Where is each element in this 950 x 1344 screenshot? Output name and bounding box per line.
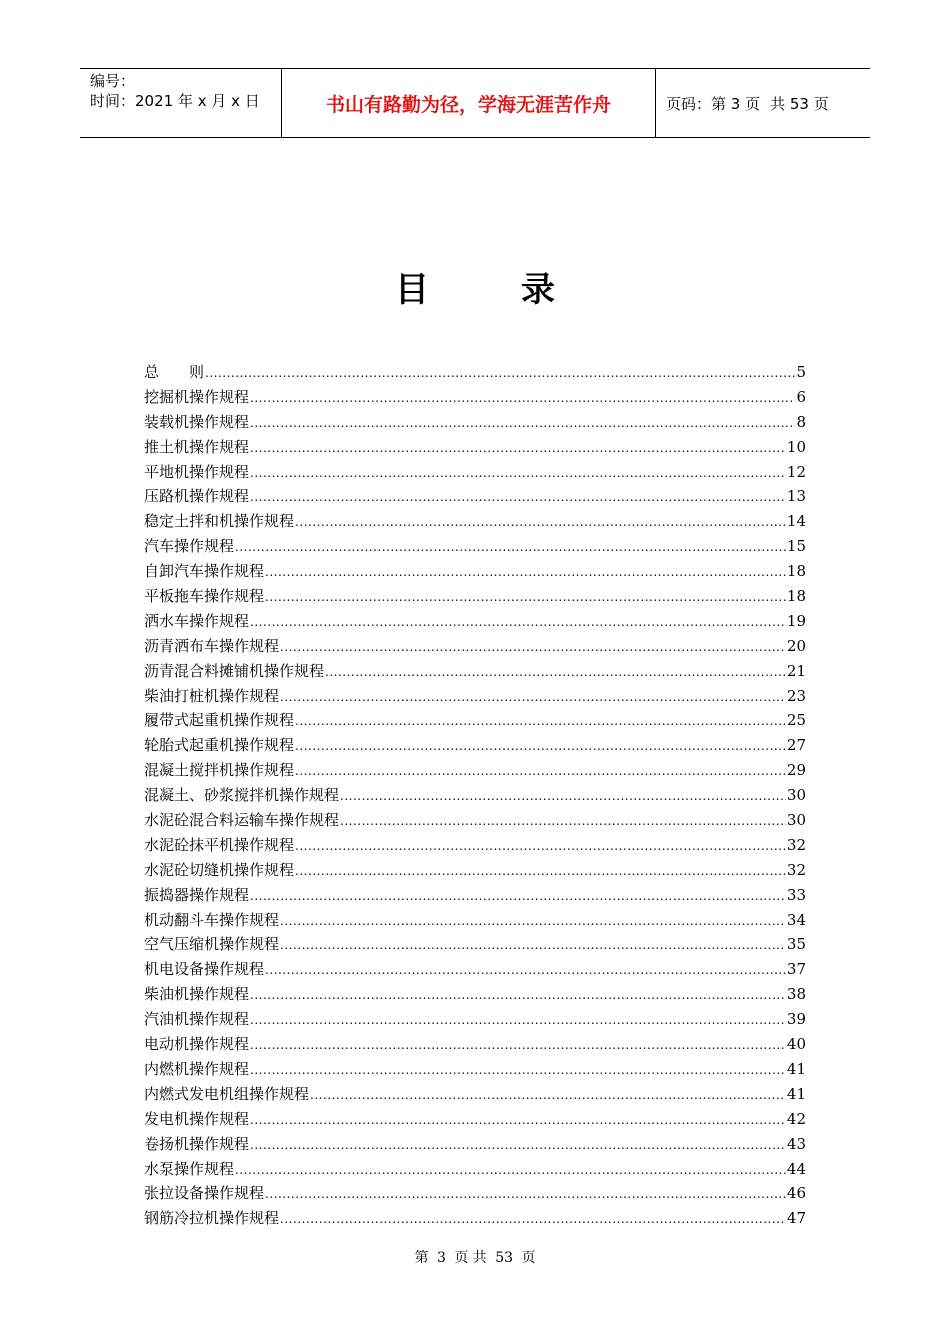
toc-leader-dots: [250, 884, 786, 909]
toc-entry-label: 张拉设备操作规程: [144, 1184, 265, 1203]
footer-page: 3: [436, 1250, 446, 1266]
toc-entry-page: 34: [786, 910, 806, 929]
toc-entry-label: 柴油机操作规程: [144, 985, 250, 1004]
toc-entry-label: 内燃式发电机组操作规程: [144, 1084, 310, 1103]
toc-entry[interactable]: [144, 684, 806, 709]
toc-entry[interactable]: [144, 385, 806, 410]
toc-entry-label: 卷扬机操作规程: [144, 1134, 250, 1153]
toc-entry-label: 平板拖车操作规程: [144, 587, 265, 606]
toc-entry[interactable]: [144, 783, 806, 808]
table-of-contents: [144, 360, 806, 1231]
toc-entry-page: 42: [786, 1109, 806, 1128]
toc-leader-dots: [295, 734, 786, 759]
toc-entry[interactable]: [144, 634, 806, 659]
header-info: [80, 69, 282, 137]
toc-entry-page: 38: [786, 985, 806, 1004]
toc-entry-label: 压路机操作规程: [144, 487, 250, 506]
toc-entry-label: 水泥砼抹平机操作规程: [144, 835, 295, 854]
toc-leader-dots: [295, 834, 786, 859]
toc-entry[interactable]: [144, 534, 806, 559]
toc-leader-dots: [340, 784, 786, 809]
toc-entry[interactable]: [144, 1181, 806, 1206]
toc-leader-dots: [295, 709, 786, 734]
toc-entry[interactable]: [144, 1082, 806, 1107]
toc-entry-page: 39: [786, 1010, 806, 1029]
toc-entry-label: 沥青混合料摊铺机操作规程: [144, 661, 325, 680]
toc-entry-label: 振捣器操作规程: [144, 885, 250, 904]
toc-leader-dots: [295, 510, 786, 535]
toc-leader-dots: [280, 635, 786, 660]
toc-entry[interactable]: [144, 858, 806, 883]
toc-entry-page: 29: [786, 761, 806, 780]
toc-entry-page: 6: [796, 387, 806, 406]
toc-entry[interactable]: [144, 584, 806, 609]
toc-entry-label: 总 则: [144, 363, 205, 381]
toc-entry-label: 履带式起重机操作规程: [144, 711, 295, 730]
toc-entry[interactable]: [144, 1007, 806, 1032]
toc-entry-page: 10: [786, 437, 806, 456]
title-char-2: 录: [521, 270, 555, 310]
toc-leader-dots: [250, 461, 786, 486]
toc-entry-page: 8: [796, 412, 806, 431]
toc-entry-page: 47: [786, 1209, 806, 1228]
footer-prefix: 第: [414, 1250, 429, 1266]
toc-leader-dots: [250, 1008, 786, 1033]
toc-entry-page: 18: [786, 562, 806, 581]
toc-entry-page: 20: [786, 636, 806, 655]
toc-entry-label: 装载机操作规程: [144, 412, 250, 431]
toc-entry[interactable]: [144, 410, 806, 435]
page-label: 页码：第 3 页: [666, 94, 761, 113]
toc-entry[interactable]: [144, 708, 806, 733]
toc-leader-dots: [280, 1207, 786, 1232]
toc-leader-dots: [295, 859, 786, 884]
toc-entry[interactable]: [144, 833, 806, 858]
toc-entry-page: 19: [786, 611, 806, 630]
title-char-1: 目: [395, 270, 429, 310]
toc-entry-label: 水泵操作规程: [144, 1159, 235, 1178]
toc-entry-page: 18: [786, 587, 806, 606]
toc-entry[interactable]: [144, 484, 806, 509]
toc-entry[interactable]: [144, 435, 806, 460]
toc-entry-page: 41: [786, 1059, 806, 1078]
toc-entry-page: 14: [786, 512, 806, 531]
toc-entry[interactable]: [144, 883, 806, 908]
page-header: [80, 68, 870, 138]
toc-entry[interactable]: [144, 908, 806, 933]
toc-entry[interactable]: [144, 1206, 806, 1231]
toc-entry-label: 水泥砼切缝机操作规程: [144, 860, 295, 879]
toc-leader-dots: [250, 1033, 786, 1058]
toc-entry-label: 电动机操作规程: [144, 1035, 250, 1054]
toc-leader-dots: [250, 1058, 786, 1083]
toc-entry-label: 沥青洒布车操作规程: [144, 636, 280, 655]
toc-entry[interactable]: [144, 559, 806, 584]
toc-entry[interactable]: [144, 957, 806, 982]
toc-leader-dots: [205, 361, 795, 386]
toc-entry-page: 27: [786, 736, 806, 755]
toc-entry-label: 汽车操作规程: [144, 537, 235, 556]
toc-leader-dots: [310, 1083, 786, 1108]
toc-entry-page: 21: [786, 661, 806, 680]
toc-entry-page: 12: [786, 462, 806, 481]
toc-leader-dots: [325, 660, 786, 685]
toc-entry[interactable]: [144, 509, 806, 534]
toc-entry-label: 机电设备操作规程: [144, 960, 265, 979]
toc-entry-page: 46: [786, 1184, 806, 1203]
toc-entry[interactable]: [144, 659, 806, 684]
toc-leader-dots: [295, 759, 786, 784]
code-label: 编号：: [90, 72, 136, 90]
toc-entry-page: 43: [786, 1134, 806, 1153]
toc-entry-page: 44: [786, 1159, 806, 1178]
toc-entry-label: 钢筋冷拉机操作规程: [144, 1209, 280, 1228]
toc-entry[interactable]: [144, 1132, 806, 1157]
time-label: 时间：2021 年 x 月 x 日: [90, 92, 260, 110]
footer-mid: 页 共: [454, 1250, 487, 1266]
toc-entry[interactable]: [144, 982, 806, 1007]
toc-leader-dots: [250, 1108, 786, 1133]
footer-total: 53: [495, 1250, 514, 1266]
toc-leader-dots: [250, 1133, 786, 1158]
toc-leader-dots: [265, 585, 786, 610]
header-motto: 书山有路勤为径，学海无涯苦作舟: [282, 69, 656, 137]
toc-leader-dots: [280, 933, 786, 958]
toc-leader-dots: [340, 809, 786, 834]
toc-leader-dots: [250, 485, 786, 510]
toc-entry[interactable]: [144, 360, 806, 385]
toc-entry-label: 混凝土搅拌机操作规程: [144, 761, 295, 780]
toc-entry-label: 汽油机操作规程: [144, 1010, 250, 1029]
toc-entry[interactable]: [144, 1107, 806, 1132]
toc-entry-label: 混凝土、砂浆搅拌机操作规程: [144, 786, 340, 805]
toc-entry[interactable]: [144, 1057, 806, 1082]
toc-leader-dots: [250, 386, 795, 411]
toc-entry[interactable]: [144, 609, 806, 634]
toc-entry-label: 内燃机操作规程: [144, 1059, 250, 1078]
toc-leader-dots: [235, 1158, 786, 1183]
toc-entry[interactable]: [144, 808, 806, 833]
toc-entry-page: 25: [786, 711, 806, 730]
toc-entry-page: 30: [786, 811, 806, 830]
toc-entry[interactable]: [144, 733, 806, 758]
toc-entry-page: 5: [796, 363, 806, 381]
toc-entry[interactable]: [144, 932, 806, 957]
toc-entry-label: 洒水车操作规程: [144, 611, 250, 630]
toc-leader-dots: [250, 436, 786, 461]
toc-entry-page: 41: [786, 1084, 806, 1103]
toc-leader-dots: [265, 1182, 786, 1207]
total-label: 共 53 页: [770, 94, 829, 113]
toc-leader-dots: [250, 983, 786, 1008]
toc-entry-label: 柴油打桩机操作规程: [144, 686, 280, 705]
toc-entry-label: 平地机操作规程: [144, 462, 250, 481]
toc-leader-dots: [235, 535, 786, 560]
toc-leader-dots: [280, 909, 786, 934]
toc-entry-page: 13: [786, 487, 806, 506]
toc-entry-page: 32: [786, 860, 806, 879]
toc-entry-label: 发电机操作规程: [144, 1109, 250, 1128]
toc-entry-page: 33: [786, 885, 806, 904]
toc-entry-page: 32: [786, 835, 806, 854]
toc-entry-page: 35: [786, 935, 806, 954]
toc-entry-label: 机动翻斗车操作规程: [144, 910, 280, 929]
toc-entry-label: 自卸汽车操作规程: [144, 562, 265, 581]
toc-entry-page: 40: [786, 1035, 806, 1054]
toc-entry[interactable]: [144, 1157, 806, 1182]
toc-leader-dots: [265, 958, 786, 983]
toc-leader-dots: [280, 685, 786, 710]
toc-entry[interactable]: [144, 758, 806, 783]
toc-entry-label: 水泥砼混合料运输车操作规程: [144, 811, 340, 830]
toc-entry[interactable]: [144, 460, 806, 485]
toc-entry-page: 15: [786, 537, 806, 556]
toc-entry-label: 轮胎式起重机操作规程: [144, 736, 295, 755]
toc-leader-dots: [250, 610, 786, 635]
toc-entry-page: 37: [786, 960, 806, 979]
page-title: [0, 262, 950, 311]
header-page-info: [656, 69, 870, 137]
toc-entry-label: 稳定土拌和机操作规程: [144, 512, 295, 531]
toc-entry-page: 23: [786, 686, 806, 705]
toc-leader-dots: [265, 560, 786, 585]
toc-entry-label: 空气压缩机操作规程: [144, 935, 280, 954]
toc-entry-page: 30: [786, 786, 806, 805]
toc-entry-label: 挖掘机操作规程: [144, 387, 250, 406]
footer-suffix: 页: [521, 1250, 536, 1266]
page-footer: [0, 1247, 950, 1267]
toc-leader-dots: [250, 411, 795, 436]
toc-entry-label: 推土机操作规程: [144, 437, 250, 456]
toc-entry[interactable]: [144, 1032, 806, 1057]
